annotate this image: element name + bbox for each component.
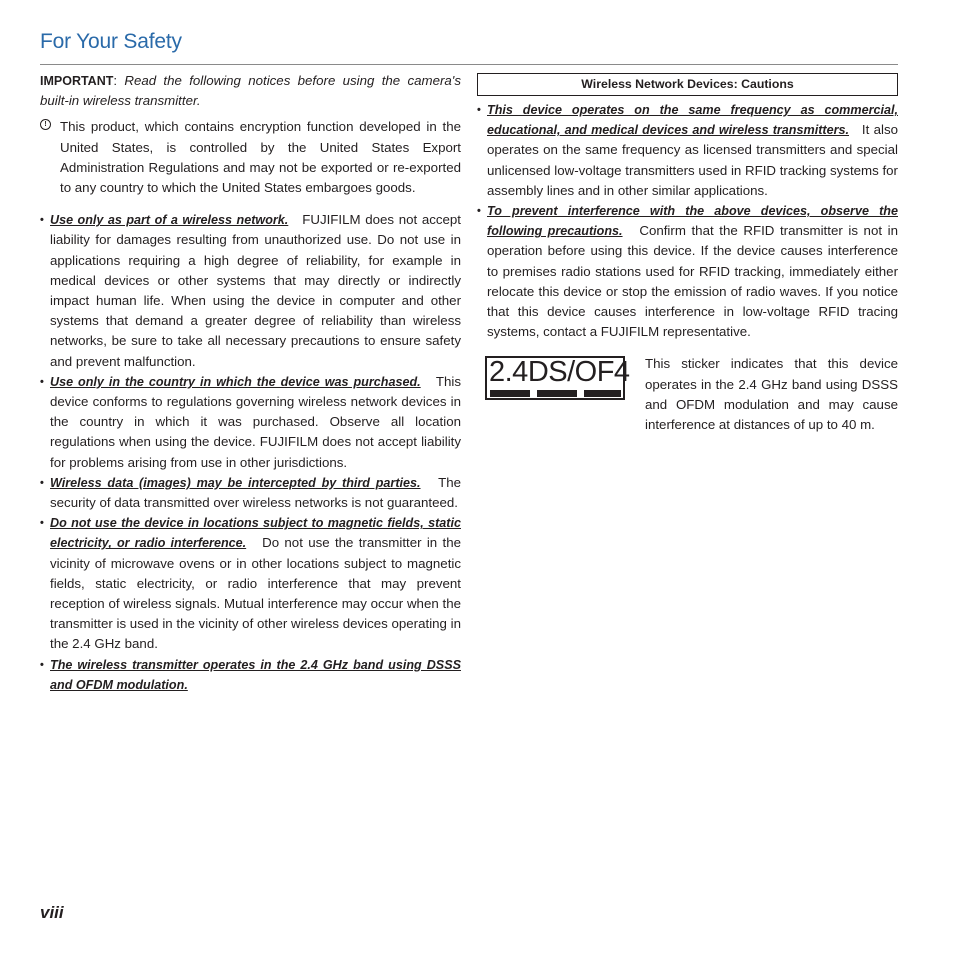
sticker-description: This sticker indicates that this device operates in the 2.4 GHz band using DSSS and OFDM modulation and may cause interference at distances of up to 40 m.	[645, 356, 898, 433]
bullet-lead: Use only as part of a wireless network.	[50, 213, 289, 228]
bullet-text: This device conforms to regulations governing wireless network devices in the country in which it was purchased. Observe all location regulations when using the device. FUJIFILM does not accept liability for problems arising from use in other jurisdictions.	[50, 373, 461, 470]
list-item	[477, 100, 898, 201]
bullet-text: Do not use the transmitter in the vicinity of microwave ovens or in other locations subject to magnetic fields, static electricity, or radio interference that may prevent reception of wireless signals. Mutual interference may occur when the transmitter is used in the vicinity of other wireless devices operating in the 2.4 GHz band.	[50, 535, 461, 652]
list-item	[40, 655, 461, 695]
bullet-text: Confirm that the RFID transmitter is not in operation before using this device. If the device causes interference to premises radio stations used for RFID tracking, immediately either relocate this device or stop the emission of radio waves. If you notice that this device causes interference in low-voltage RFID tracing systems, contact a FUJIFILM representative.	[487, 223, 898, 340]
sticker-section	[477, 354, 898, 434]
export-note-text: This product, which contains encryption function developed in the United States, is controlled by the United States Export Administration Regulations and may not be exported or re-exported to any country to which the United States embargoes goods.	[60, 119, 461, 196]
sticker-label: 2.4DS/OF4	[489, 356, 630, 389]
bullet-lead: The wireless transmitter operates in the 2.4 GHz band using DSSS and OFDM modulation.	[50, 657, 461, 692]
page-section-title: For Your Safety	[40, 30, 182, 53]
page-number: viii	[40, 903, 64, 922]
bullet-lead: This device operates on the same frequency as commercial, educational, and medical devices and wireless transmitters.	[487, 103, 898, 138]
frequency-sticker	[485, 356, 630, 400]
right-column	[477, 73, 898, 434]
bullet-lead: To prevent interference with the above devices, observe the following precautions.	[487, 204, 898, 239]
important-text: Read the following notices before using the camera's built-in wireless transmitter.	[40, 73, 461, 109]
bullet-icon: •	[477, 104, 481, 116]
sticker-bar	[490, 390, 530, 397]
bullet-icon: •	[40, 658, 44, 671]
list-item	[40, 513, 461, 654]
bullet-lead: Use only in the country in which the device was purchased.	[50, 374, 421, 389]
bullet-text: The security of data transmitted over wireless networks is not guaranteed.	[50, 474, 462, 511]
list-item	[40, 372, 461, 473]
bullet-icon: •	[40, 517, 44, 530]
caution-circle-icon: !	[40, 119, 51, 130]
header-divider	[40, 64, 898, 65]
left-column	[40, 71, 461, 695]
export-note	[40, 117, 461, 198]
list-item	[40, 473, 461, 513]
bullet-icon: •	[40, 375, 44, 388]
important-notice	[40, 71, 461, 111]
wireless-notices-list	[40, 210, 461, 695]
cautions-heading: Wireless Network Devices: Cautions	[477, 73, 898, 96]
bullet-icon: •	[477, 205, 481, 218]
bullet-text: It also operates on the same frequency as licensed transmitters and special unlicensed low-voltage transmitters used in RFID tracking systems for assembly lines and in other similar applications.	[487, 122, 898, 198]
important-separator: :	[113, 73, 125, 88]
bullet-icon: •	[40, 214, 44, 227]
sticker-bar	[584, 390, 621, 397]
sticker-bar	[537, 390, 577, 397]
bullet-icon: •	[40, 476, 44, 489]
bullet-text: FUJIFILM does not accept liability for damages resulting from unauthorized use. Do not use in applications requiring a high degree of reliability, for example in medical devices or other systems that may directly or indirectly impact human life. When using the device in computer and other systems that demand a greater degree of reliability than wireless networks, be sure to take all necessary precautions to ensure safety and prevent malfunction.	[50, 212, 461, 369]
bullet-lead: Wireless data (images) may be intercepted by third parties.	[50, 475, 421, 490]
list-item	[40, 210, 461, 372]
bullet-lead: Do not use the device in locations subject to magnetic fields, static electricity, or radio interference.	[50, 516, 461, 551]
list-item	[477, 201, 898, 342]
important-label: IMPORTANT	[40, 74, 114, 88]
cautions-list	[477, 100, 898, 342]
